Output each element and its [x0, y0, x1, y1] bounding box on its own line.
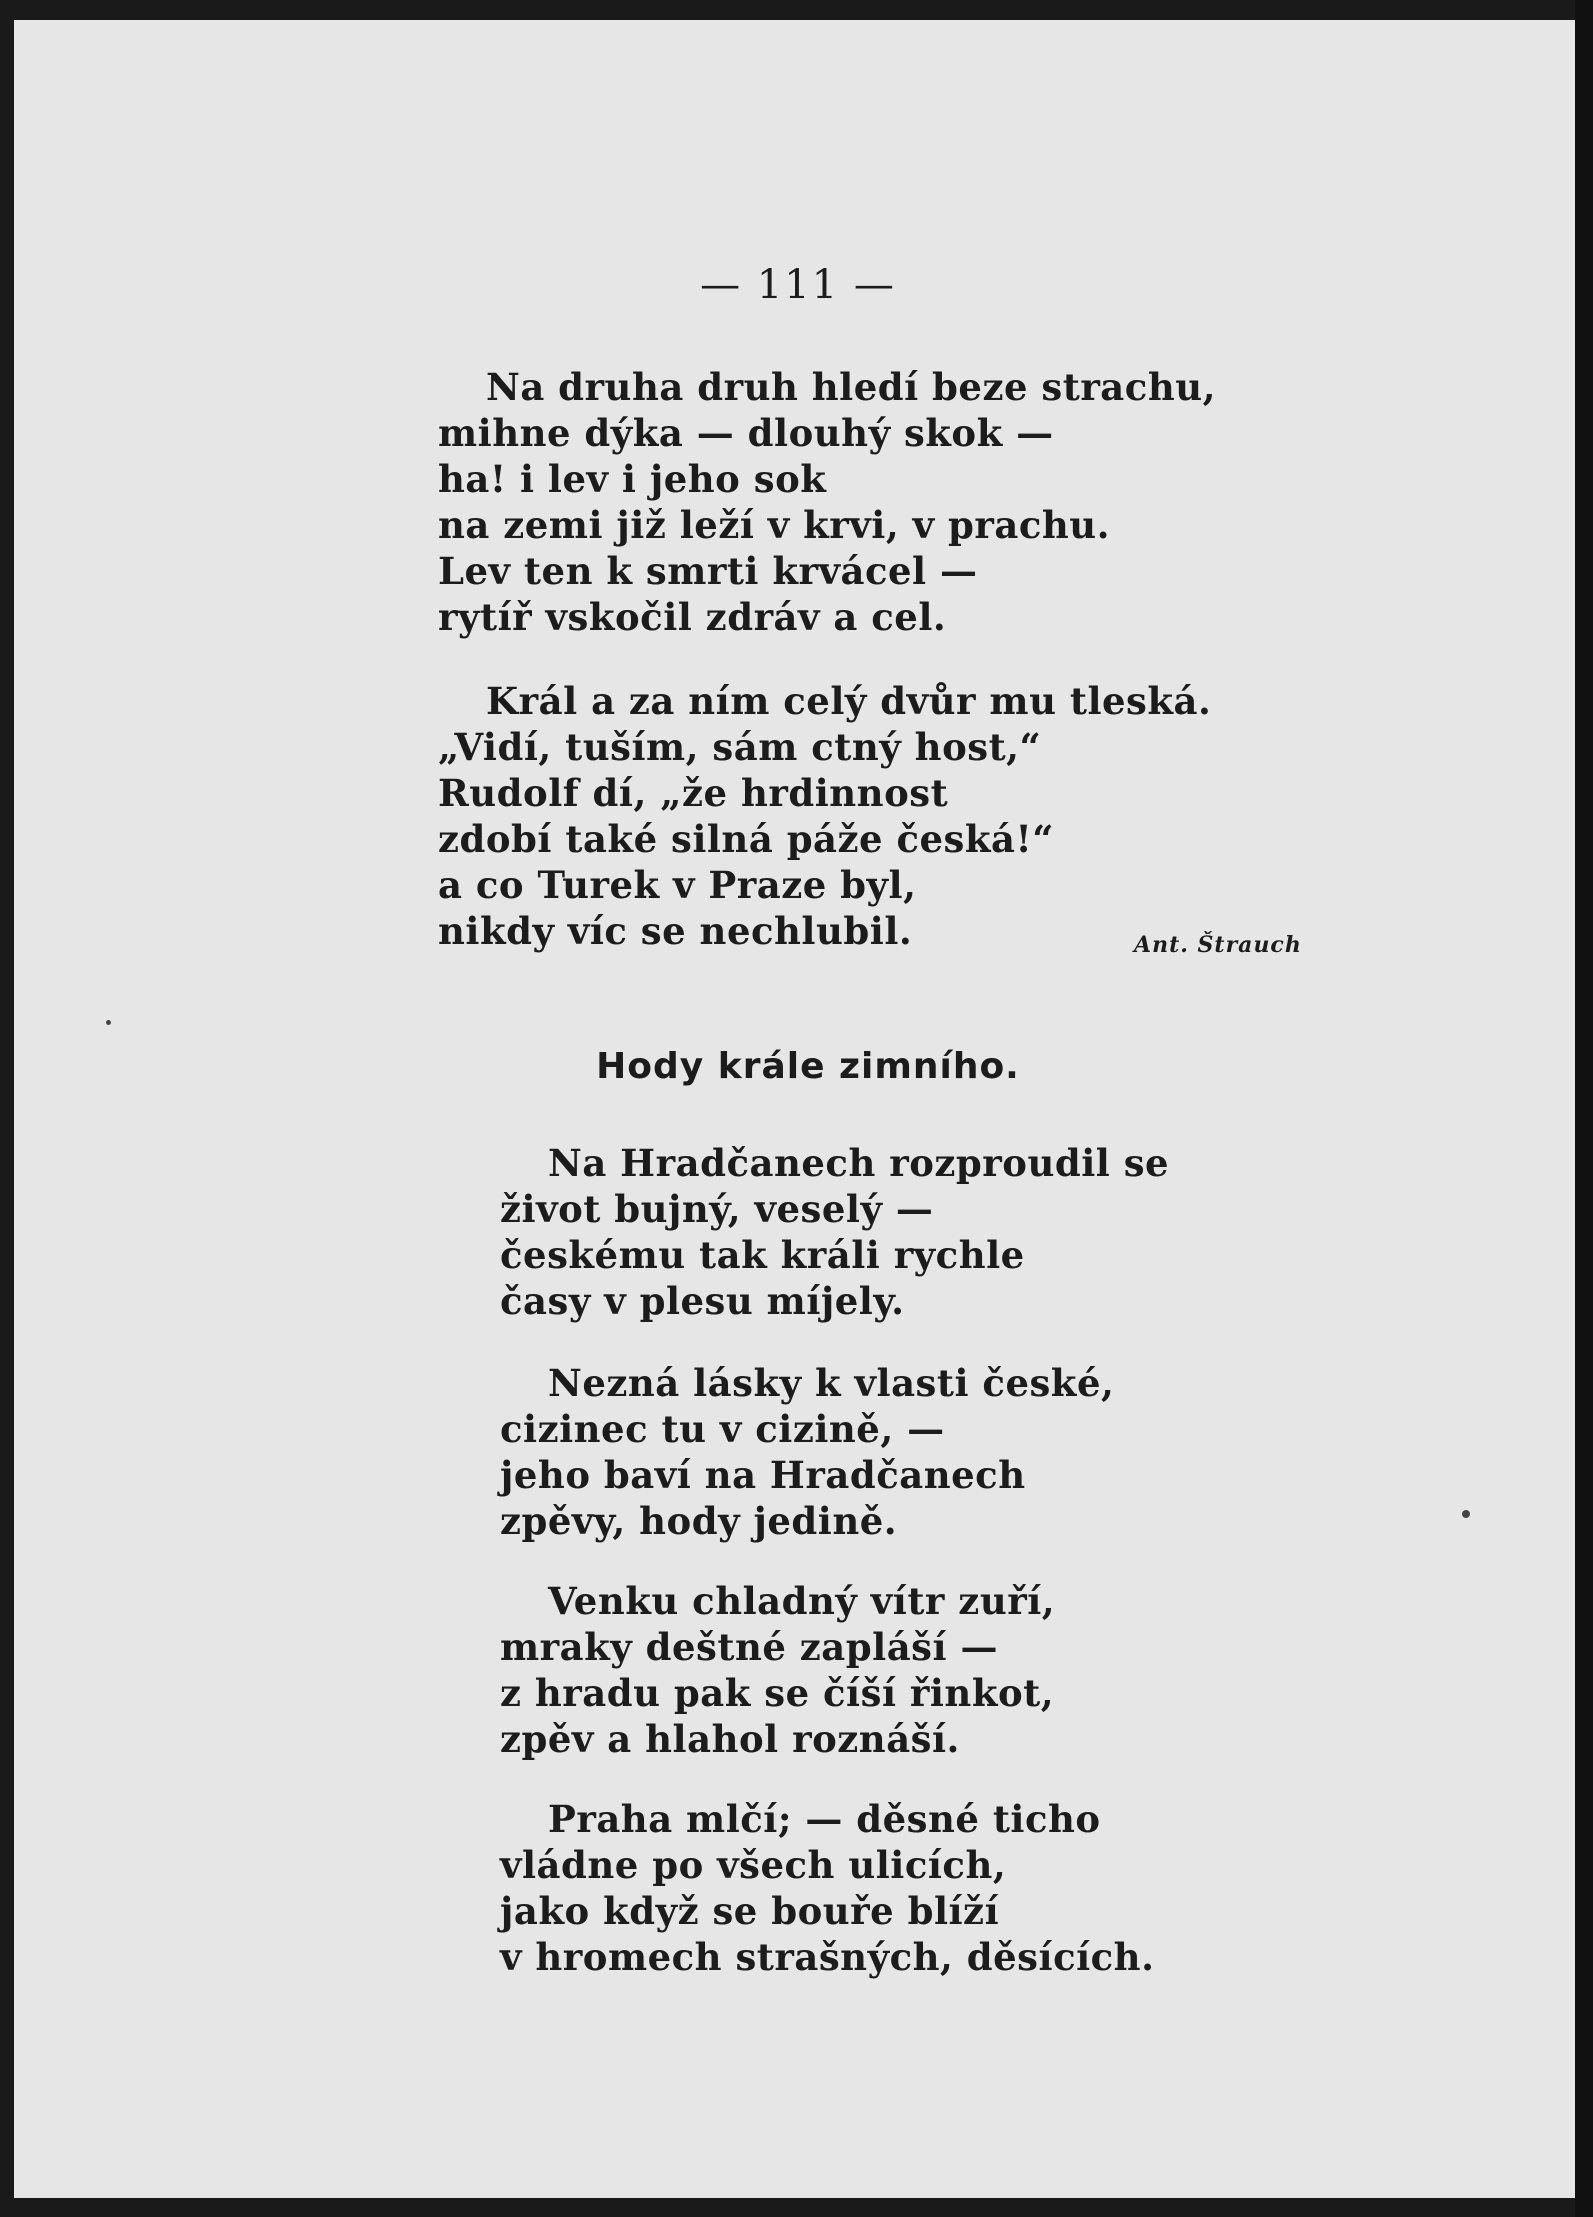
verse-line: Lev ten k smrti krvácel —	[438, 549, 978, 593]
poem1-stanza-2	[438, 678, 1211, 954]
verse-line: Rudolf dí, „že hrdinnost	[438, 771, 949, 815]
scan-border	[1575, 0, 1593, 2217]
poem2-stanza-1	[500, 1140, 1169, 1324]
verse-line: časy v plesu míjely.	[500, 1279, 905, 1323]
author-signature: Ant. Štrauch	[1134, 932, 1302, 958]
scan-speck	[1462, 1510, 1470, 1518]
poem2-stanza-3	[500, 1578, 1055, 1762]
verse-line: ha! i lev i jeho sok	[438, 457, 827, 501]
verse-line: na zemi již leží v krvi, v prachu.	[438, 503, 1111, 547]
verse-line: z hradu pak se číší řinkot,	[500, 1671, 1055, 1715]
verse-line: Na Hradčanech rozproudil se	[548, 1141, 1170, 1185]
verse-line: cizinec tu v cizině, —	[500, 1407, 945, 1451]
verse-line: zpěv a hlahol roznáší.	[500, 1717, 960, 1761]
verse-line: nikdy víc se nechlubil.	[438, 909, 913, 953]
verse-line: rytíř vskočil zdráv a cel.	[438, 595, 947, 639]
verse-line: život bujný, veselý —	[500, 1187, 934, 1231]
page-number: — 111 —	[700, 262, 896, 308]
verse-line: a co Turek v Praze byl,	[438, 863, 917, 907]
verse-line: Venku chladný vítr zuří,	[548, 1579, 1056, 1623]
poem2-stanza-4	[500, 1796, 1154, 1980]
verse-line: Praha mlčí; — děsné ticho	[548, 1797, 1101, 1841]
verse-line: Nezná lásky k vlasti české,	[548, 1361, 1115, 1405]
verse-line: jako když se bouře blíží	[500, 1889, 1000, 1933]
verse-line: Král a za ním celý dvůr mu tleská.	[486, 679, 1212, 723]
poem2-stanza-2	[500, 1360, 1114, 1544]
verse-line: vládne po všech ulicích,	[500, 1843, 1007, 1887]
verse-line: v hromech strašných, děsících.	[500, 1935, 1155, 1979]
verse-line: mihne dýka — dlouhý skok —	[438, 411, 1054, 455]
verse-line: jeho baví na Hradčanech	[500, 1453, 1026, 1497]
poem1-stanza-1	[438, 364, 1216, 640]
verse-line: zdobí také silná páže česká!“	[438, 817, 1055, 861]
verse-line: „Vidí, tuším, sám ctný host,“	[438, 725, 1042, 769]
verse-line: mraky deštné zapláší —	[500, 1625, 998, 1669]
scan-speck	[106, 1020, 111, 1025]
verse-line: Na druha druh hledí beze strachu,	[486, 365, 1216, 409]
book-page	[14, 20, 1582, 2198]
verse-line: zpěvy, hody jedině.	[500, 1499, 898, 1543]
verse-line: českému tak králi rychle	[500, 1233, 1025, 1277]
poem-title: Hody krále zimního.	[596, 1046, 1020, 1087]
